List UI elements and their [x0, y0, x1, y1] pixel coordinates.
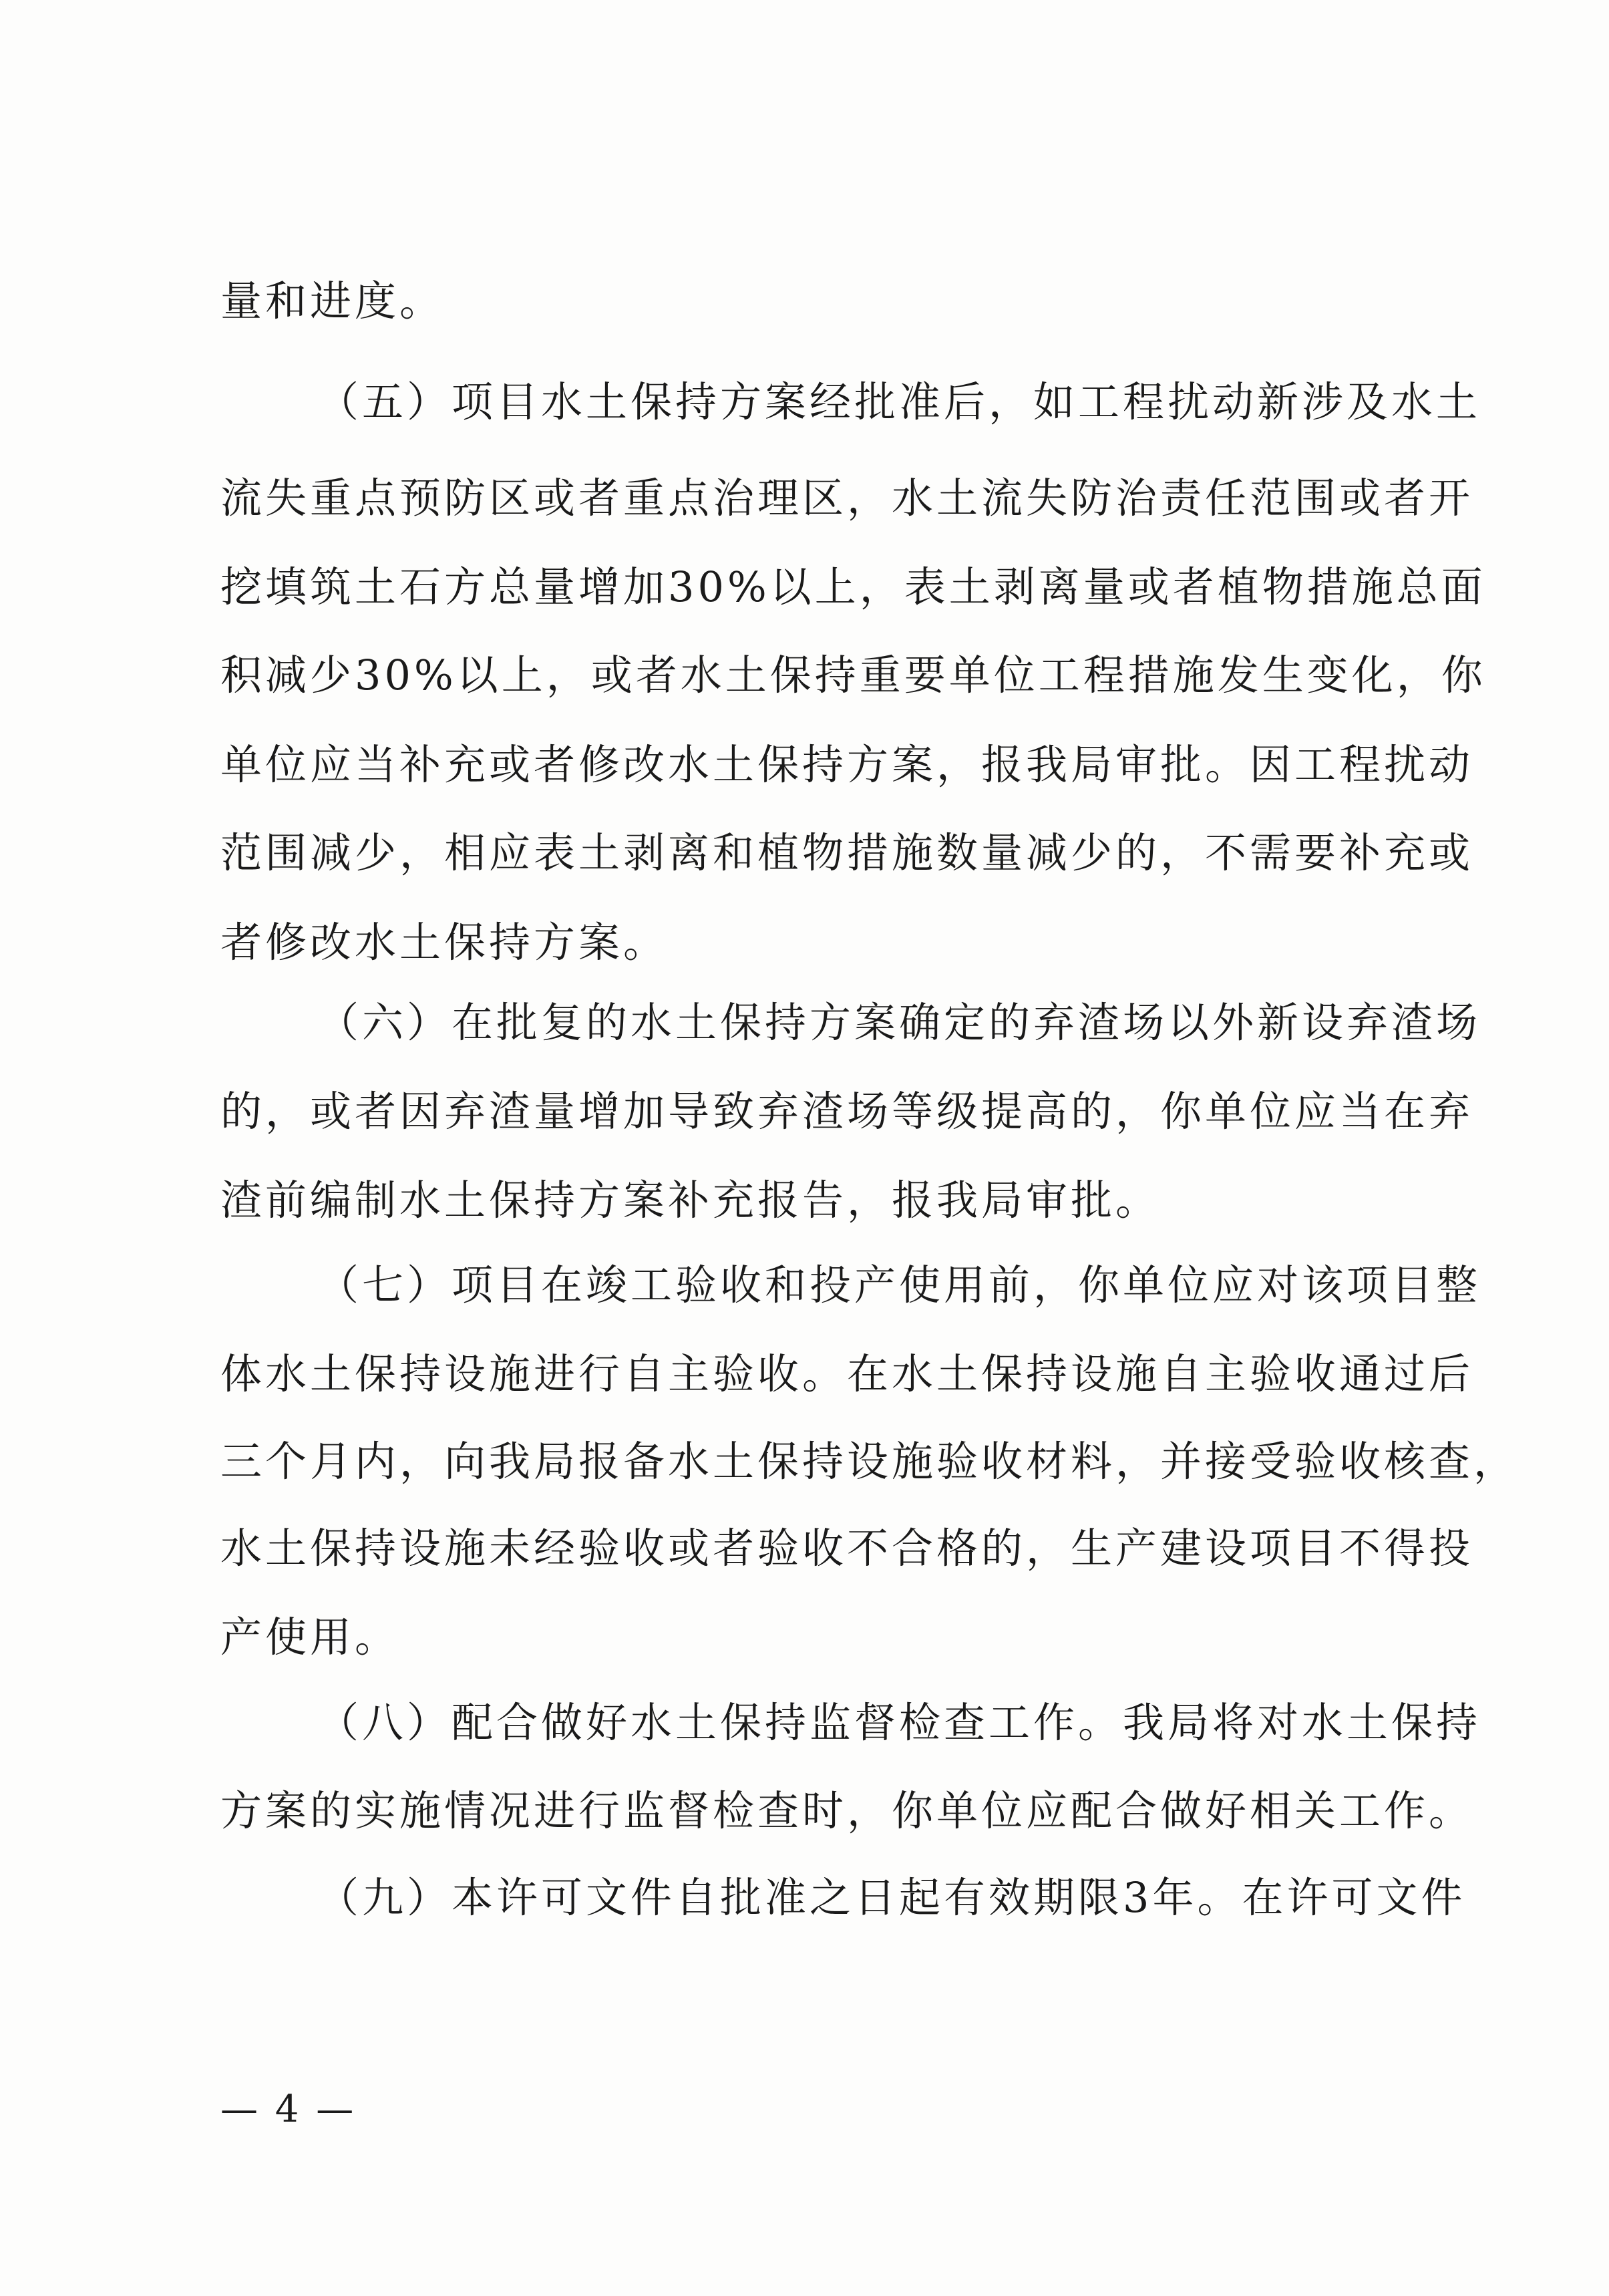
text-line: （七）项目在竣工验收和投产使用前，你单位应对该项目整: [317, 1261, 1481, 1309]
text-line: 单位应当补充或者修改水土保持方案，报我局审批。因工程扰动: [220, 740, 1474, 789]
text-line: 挖填筑土石方总量增加30%以上，表土剥离量或者植物措施总面: [220, 562, 1486, 611]
text-line: 水土保持设施未经验收或者验收不合格的，生产建设项目不得投: [220, 1524, 1474, 1573]
text-line: 三个月内，向我局报备水土保持设施验收材料，并接受验收核查，: [220, 1437, 1519, 1486]
text-line: 渣前编制水土保持方案补充报告，报我局审批。: [220, 1176, 1161, 1224]
text-line: 产使用。: [220, 1613, 400, 1661]
text-line: 方案的实施情况进行监督检查时，你单位应配合做好相关工作。: [220, 1786, 1474, 1835]
text-line: （六）在批复的水土保持方案确定的弃渣场以外新设弃渣场: [317, 998, 1481, 1047]
text-line: 体水土保持设施进行自主验收。在水土保持设施自主验收通过后: [220, 1349, 1474, 1398]
text-line: （五）项目水土保持方案经批准后，如工程扰动新涉及水土: [317, 377, 1481, 426]
text-line: 流失重点预防区或者重点治理区，水土流失防治责任范围或者开: [220, 474, 1474, 522]
text-line: 积减少30%以上，或者水土保持重要单位工程措施发生变化，你: [220, 651, 1486, 699]
text-line: 范围减少，相应表土剥离和植物措施数量减少的，不需要补充或: [220, 828, 1474, 877]
text-line: 量和进度。: [220, 277, 445, 325]
text-line: （九）本许可文件自批准之日起有效期限3年。在许可文件: [317, 1873, 1466, 1922]
text-line: 者修改水土保持方案。: [220, 918, 669, 967]
text-line: （八）配合做好水土保持监督检查工作。我局将对水土保持: [317, 1698, 1481, 1747]
page-number: — 4 —: [220, 2088, 357, 2131]
text-line: 的，或者因弃渣量增加导致弃渣场等级提高的，你单位应当在弃: [220, 1087, 1474, 1136]
